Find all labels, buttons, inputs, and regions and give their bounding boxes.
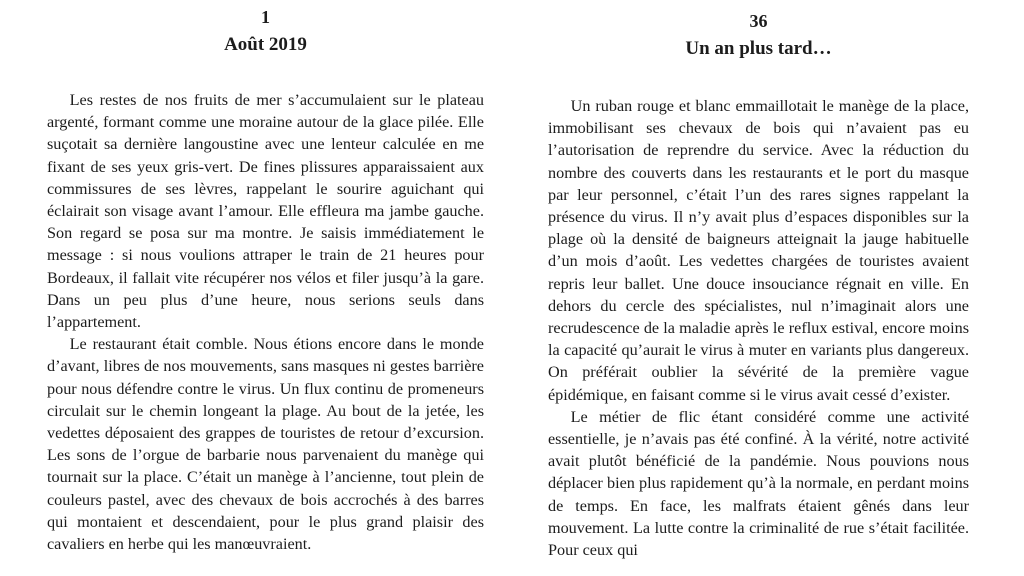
chapter-title: Août 2019: [224, 34, 307, 55]
paragraph: Le restaurant était comble. Nous étions encore dans le monde d’avant, libres de nos mouvements, sans masques ni gestes barrière pour nous défendre contre le virus. Un flux continu de promeneurs circulait sur le chemin longeant la plage. Au bout de la jetée, les vedettes déposaient des grappes de touristes de retour d’excursion. Les sons de l’orgue de barbarie nous parvenaient du manège qui tournait sur la place. C’était un manège à l’ancienne, tout plein de couleurs pastel, avec des chevaux de bois accrochés à des barres qui montaient et descendaient, pour le plus grand plaisir des cavaliers en herbe qui les manœuvraient.: [47, 335, 484, 554]
chapter-number: 36: [749, 11, 768, 31]
left-page: [47, 0, 484, 576]
chapter-body: [47, 89, 484, 555]
chapter-body: [548, 95, 969, 561]
chapter-number: 1: [261, 7, 270, 27]
right-page: [548, 0, 969, 576]
paragraph: Un ruban rouge et blanc emmaillotait le manège de la place, immobilisant ses chevaux de bois qui n’avaient pas eu l’autorisation de reprendre du service. Avec la réduction du nombre des couverts dans les restaurants et le port du masque par leur personnel, c’était l’un des rares signes rappelant la présence du virus. Il n’y avait plus d’espaces disponibles sur la plage où la densité de baigneurs atteignait la jauge habituelle d’un mois d’août. Les vedettes chargées de touristes avaient repris leur ballet. Une douce insouciance régnait en ville. En dehors du cercle des spécialistes, nul n’imaginait alors une recrudescence de la maladie après le reflux estival, encore moins la capacité qu’aurait le virus à muter en variants plus dangereux. On préférait oublier la sévérité de la première vague épidémique, en faisant comme si le virus avait cessé d’exister.: [548, 97, 969, 404]
paragraph: Les restes de nos fruits de mer s’accumulaient sur le plateau argenté, formant comme une moraine autour de la glace pilée. Elle suçotait sa dernière langoustine avec une lenteur calculée en me fixant de ses yeux gris-vert. De fines plissures apparaissaient aux commissures de ses lèvres, rappelant le sourire aguichant qui éclairait son visage avant l’amour. Elle effleura ma jambe gauche. Son regard se posa sur ma montre. Je saisis immédiatement le message : si nous voulions attraper le train de 21 heures pour Bordeaux, il fallait vite récupérer nos vélos et filer jusqu’à la gare. Dans un peu plus d’une heure, nous serions seuls dans l’appartement.: [47, 91, 484, 332]
chapter-title: Un an plus tard…: [685, 38, 832, 59]
paragraph: Le métier de flic étant considéré comme une activité essentielle, je n’avais pas été confiné. À la vérité, notre activité avait plutôt bénéficié de la pandémie. Nous pouvions nous déplacer bien plus rapidement qu’à la normale, en perdant moins de temps. En face, les malfrats étaient gênés dans leur mouvement. La lutte contre la criminalité de rue s’était facilitée. Pour ceux qui: [548, 407, 969, 560]
